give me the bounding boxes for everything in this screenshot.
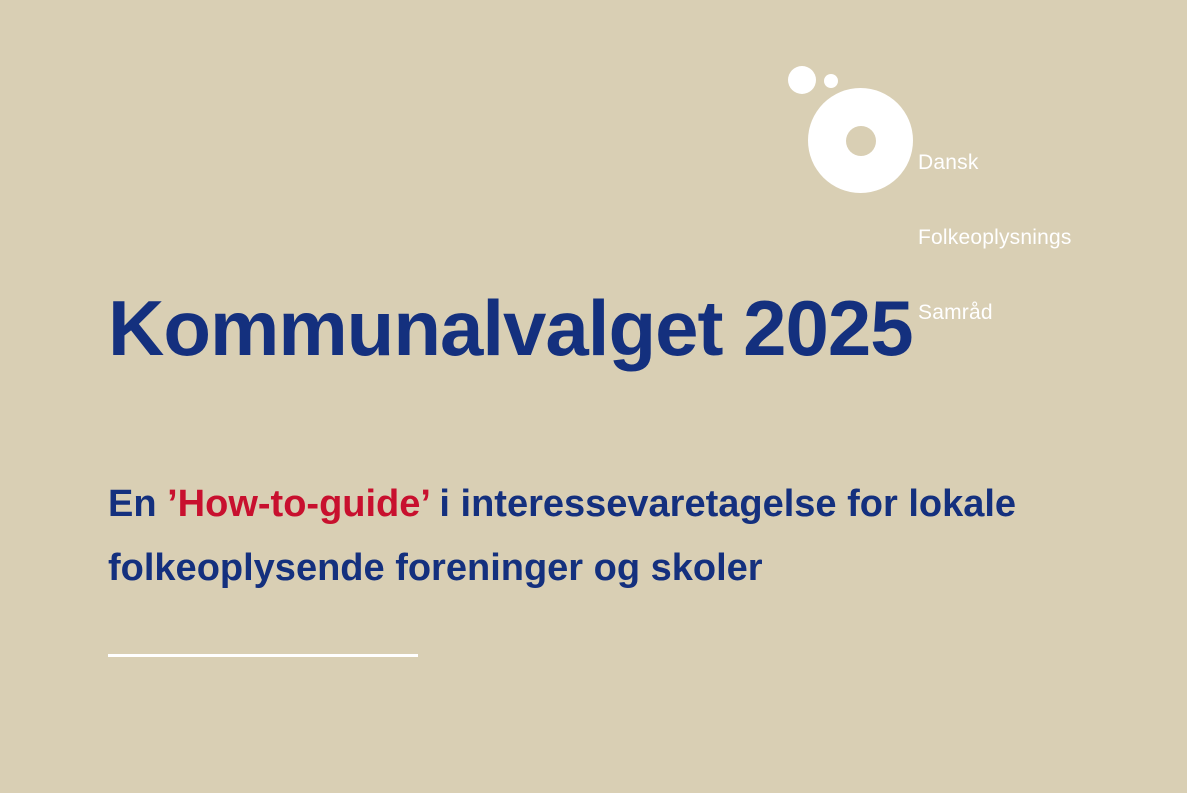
logo-circle-small-icon <box>824 74 838 88</box>
logo-block <box>780 58 1080 324</box>
subtitle-text-lead: En <box>108 483 168 525</box>
logo-wordmark-line-2: Folkeoplysnings <box>918 226 1072 249</box>
logo-circle-large-icon <box>788 66 816 94</box>
page-subtitle <box>108 472 1088 600</box>
logo-wordmark <box>918 100 1072 375</box>
page-title: Kommunalvalget 2025 <box>108 284 913 373</box>
logo-mark-icon <box>780 58 910 193</box>
logo-wordmark-line-3: Samråd <box>918 301 993 324</box>
logo-ring-hole-icon <box>846 126 876 156</box>
subtitle-text-rest: i interessevaretagelse for lokale folkeoplysende foreninger og skoler <box>108 483 1017 589</box>
logo-wordmark-line-1: Dansk <box>918 151 979 174</box>
title-divider <box>108 654 418 657</box>
subtitle-accent-text: ’How-to-guide’ <box>167 483 429 525</box>
